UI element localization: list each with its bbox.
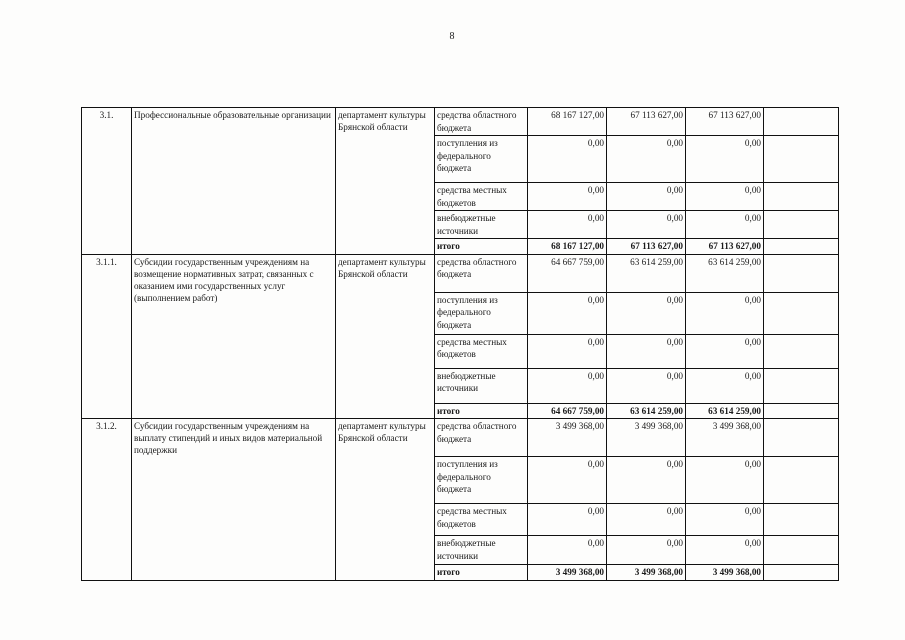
budget-table-body: [82, 108, 839, 581]
amount-year-1: 64 667 759,00: [528, 403, 607, 419]
item-number: 3.1.2.: [82, 419, 132, 581]
amount-year-1: 0,00: [528, 183, 607, 211]
amount-year-1: 3 499 368,00: [528, 419, 607, 457]
empty-cell: [764, 211, 839, 239]
funding-source: средства областного бюджета: [435, 254, 528, 292]
amount-year-3: 0,00: [686, 368, 764, 403]
item-executor: департамент культуры Брянской области: [336, 254, 435, 419]
amount-year-1: 0,00: [528, 292, 607, 334]
amount-year-2: 0,00: [607, 183, 686, 211]
amount-year-3: 0,00: [686, 457, 764, 504]
budget-table: [81, 107, 839, 581]
empty-cell: [764, 254, 839, 292]
funding-source: средства местных бюджетов: [435, 183, 528, 211]
item-executor: департамент культуры Брянской области: [336, 108, 435, 255]
amount-year-2: 67 113 627,00: [607, 239, 686, 255]
item-executor: департамент культуры Брянской области: [336, 419, 435, 581]
amount-year-3: 0,00: [686, 504, 764, 536]
amount-year-2: 3 499 368,00: [607, 565, 686, 581]
funding-source: поступления из федерального бюджета: [435, 292, 528, 334]
amount-year-2: 3 499 368,00: [607, 419, 686, 457]
amount-year-2: 0,00: [607, 292, 686, 334]
empty-cell: [764, 183, 839, 211]
amount-year-2: 0,00: [607, 457, 686, 504]
total-label: итого: [435, 403, 528, 419]
total-label: итого: [435, 239, 528, 255]
empty-cell: [764, 334, 839, 368]
amount-year-3: 0,00: [686, 183, 764, 211]
empty-cell: [764, 403, 839, 419]
amount-year-3: 67 113 627,00: [686, 108, 764, 136]
empty-cell: [764, 136, 839, 183]
funding-source: внебюджетные источники: [435, 211, 528, 239]
funding-source: внебюджетные источники: [435, 368, 528, 403]
amount-year-1: 0,00: [528, 504, 607, 536]
amount-year-2: 67 113 627,00: [607, 108, 686, 136]
funding-source: средства местных бюджетов: [435, 504, 528, 536]
empty-cell: [764, 108, 839, 136]
item-name: Профессиональные образовательные организации: [132, 108, 336, 255]
funding-source: средства областного бюджета: [435, 419, 528, 457]
table-row: [82, 108, 839, 136]
amount-year-1: 0,00: [528, 457, 607, 504]
amount-year-2: 0,00: [607, 368, 686, 403]
amount-year-3: 0,00: [686, 136, 764, 183]
amount-year-3: 0,00: [686, 292, 764, 334]
empty-cell: [764, 368, 839, 403]
empty-cell: [764, 292, 839, 334]
item-name: Субсидии государственным учреждениям на возмещение нормативных затрат, связанных с оказанием ими государственных услуг (выполнением работ): [132, 254, 336, 419]
empty-cell: [764, 419, 839, 457]
amount-year-1: 0,00: [528, 368, 607, 403]
empty-cell: [764, 565, 839, 581]
amount-year-3: 0,00: [686, 211, 764, 239]
empty-cell: [764, 239, 839, 255]
amount-year-3: 0,00: [686, 536, 764, 565]
amount-year-3: 3 499 368,00: [686, 419, 764, 457]
funding-source: средства областного бюджета: [435, 108, 528, 136]
amount-year-2: 0,00: [607, 334, 686, 368]
amount-year-2: 0,00: [607, 536, 686, 565]
empty-cell: [764, 536, 839, 565]
item-number: 3.1.1.: [82, 254, 132, 419]
amount-year-1: 64 667 759,00: [528, 254, 607, 292]
item-number: 3.1.: [82, 108, 132, 255]
table-row: [82, 254, 839, 292]
total-label: итого: [435, 565, 528, 581]
empty-cell: [764, 504, 839, 536]
funding-source: внебюджетные источники: [435, 536, 528, 565]
funding-source: поступления из федерального бюджета: [435, 136, 528, 183]
amount-year-2: 63 614 259,00: [607, 254, 686, 292]
funding-source: средства местных бюджетов: [435, 334, 528, 368]
funding-source: поступления из федерального бюджета: [435, 457, 528, 504]
amount-year-3: 63 614 259,00: [686, 403, 764, 419]
amount-year-3: 63 614 259,00: [686, 254, 764, 292]
amount-year-3: 3 499 368,00: [686, 565, 764, 581]
page-number: 8: [449, 31, 455, 42]
amount-year-2: 0,00: [607, 504, 686, 536]
table-row: [82, 419, 839, 457]
item-name: Субсидии государственным учреждениям на выплату стипендий и иных видов материальной поддержки: [132, 419, 336, 581]
amount-year-2: 0,00: [607, 211, 686, 239]
amount-year-1: 68 167 127,00: [528, 108, 607, 136]
amount-year-1: 0,00: [528, 334, 607, 368]
amount-year-1: 0,00: [528, 211, 607, 239]
amount-year-1: 3 499 368,00: [528, 565, 607, 581]
amount-year-2: 0,00: [607, 136, 686, 183]
empty-cell: [764, 457, 839, 504]
amount-year-3: 0,00: [686, 334, 764, 368]
amount-year-1: 0,00: [528, 136, 607, 183]
amount-year-2: 63 614 259,00: [607, 403, 686, 419]
amount-year-1: 68 167 127,00: [528, 239, 607, 255]
amount-year-1: 0,00: [528, 536, 607, 565]
amount-year-3: 67 113 627,00: [686, 239, 764, 255]
